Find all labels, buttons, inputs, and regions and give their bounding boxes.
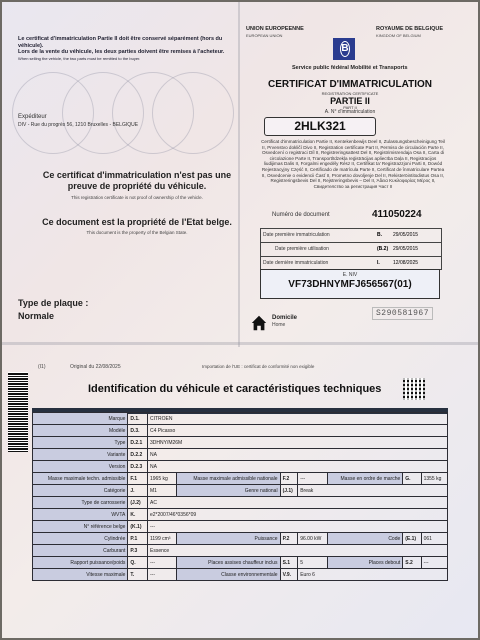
instructions-block [18, 36, 228, 62]
field-label: Variante [33, 449, 128, 461]
table-row [33, 461, 448, 473]
table-row [33, 521, 448, 533]
date-label: Date première utilisation [275, 246, 329, 252]
service-label: Service public fédéral Mobilité et Transports [292, 65, 408, 71]
date-row [261, 257, 441, 269]
field-code: S.2 [403, 557, 421, 569]
field-code: F.1 [128, 473, 148, 485]
part-subtitle: PART II [343, 105, 357, 110]
field-code: F.2 [280, 473, 298, 485]
field-label: Code [328, 533, 403, 545]
kingdom-sub-label: KINGDOM OF BELGIUM [376, 33, 421, 38]
field-value: C4 Picasso [147, 425, 447, 437]
field-value: NA [147, 449, 447, 461]
field-code: Q. [128, 557, 148, 569]
country-letter: B [340, 41, 350, 57]
table-row [33, 473, 448, 485]
field-label: Rapport puissance/poids [33, 557, 128, 569]
field-label: Masse en ordre de marche [328, 473, 403, 485]
field-value: NA [147, 461, 447, 473]
field-code: (J.2) [128, 497, 148, 509]
vin-value: VF73DHNYMFJ656567(01) [288, 279, 412, 290]
document-number-value: 411050224 [372, 209, 422, 220]
date-code: I. [377, 260, 380, 266]
union-label: UNION EUROPEENNE [246, 26, 304, 32]
field-code: T. [128, 569, 148, 581]
registration-plate-number: 2HLK321 [264, 117, 376, 136]
field-label: Vitesse maximale [33, 569, 128, 581]
home-icon [250, 314, 268, 332]
field-label: Places assises chauffeur inclus [177, 557, 280, 569]
field-label: Places debout [328, 557, 403, 569]
date-row [261, 229, 441, 243]
field-code: V.9. [280, 569, 298, 581]
date-value: 29/05/2015 [393, 232, 419, 238]
field-code: D.3. [128, 425, 148, 437]
barcode-icon [8, 372, 28, 452]
dates-box [260, 228, 442, 270]
expediteur-label: Expéditeur [18, 114, 47, 120]
technical-characteristics-table [32, 412, 448, 581]
field-code: K. [128, 509, 148, 521]
date-label: Date dernière immatriculation [263, 260, 329, 266]
date-row [261, 243, 441, 257]
certificate-subtitle: REGISTRATION CERTIFICATE [321, 91, 379, 96]
fold-line-vertical [238, 2, 240, 347]
field-value: --- [298, 473, 328, 485]
original-date-label: Original du 22/08/2025 [70, 364, 121, 370]
field-value: --- [147, 521, 447, 533]
field-label: Genre national [177, 485, 280, 497]
field-code: S.1 [280, 557, 298, 569]
plate-type-value: Normale [18, 311, 55, 321]
field-value: 3DHNY/M26M [147, 437, 447, 449]
serial-number: S290581967 [372, 307, 433, 320]
field-label: Puissance [177, 533, 280, 545]
field-value: 5 [298, 557, 328, 569]
field-label: Carburant [33, 545, 128, 557]
expediteur-address: DIV - Rue du progrès 56, 1210 Bruxelles - BELGIQUE [18, 122, 139, 128]
field-value: Euro 6 [298, 569, 448, 581]
table-row [33, 545, 448, 557]
field-code: D.1. [128, 413, 148, 425]
field-value: CITROEN [147, 413, 447, 425]
property-sub: This document is the property of the Belgian State. [86, 230, 188, 235]
importation-label: Importation de l'UE : certificat de conformité non exigible [202, 364, 315, 369]
table-row [33, 509, 448, 521]
field-code: G. [403, 473, 421, 485]
table-row [33, 413, 448, 425]
field-code: D.2.2 [128, 449, 148, 461]
field-value: --- [147, 569, 176, 581]
field-label: Version [33, 461, 128, 473]
field-label: Marque [33, 413, 128, 425]
domicile-label: Domicile [272, 315, 298, 321]
table-row [33, 485, 448, 497]
field-label: Type de carrosserie [33, 497, 128, 509]
part-title: PARTIE II [330, 96, 370, 106]
fold-line-horizontal [2, 342, 478, 345]
field-code: (E.1) [403, 533, 421, 545]
field-code: D.2.3 [128, 461, 148, 473]
guilloche-pattern [152, 72, 234, 154]
table-row [33, 533, 448, 545]
not-proof-ownership-sub: This registration certificate is not proof of ownership of the vehicle. [71, 195, 203, 200]
plate-type-label: Type de plaque : [18, 298, 89, 308]
field-value: --- [421, 557, 447, 569]
multilingual-certificate-text: Certificat d'immatriculation Partie II, Kentekenbewijs Deel II, Zulassungsbescheinigung Teil II, Prvenstvo dokličí Divo II, Registration certificate Part II, Permiso de circulación Parte II, Osvedcení o registraci Díl II, Registreringsattest Del II, Registrimisrendaja Osa II, Carta di circolazione Parte II, Transportlīdzekļa reģistrācijas apliecība Daļa II, Registracijos liudijimas Dalis II, Forgalmi engedély Rész II, Certifikat ta' Registrazzjoni Parti II, Dowód Rejestracyjny Część II, Certificado de matrícula Parte II, Certificat de înmatriculare Partea II, Osvedcenie o evidencii Časť II, Prometno dovoljenje Del II, Rekisteröintitodistus Osa II, Registreringsbevis Del II, Rejstreringsbevis – Del II, Άδεια Κυκλοφορίας Μέρος II, Свидетелство за регистрация Част II [261, 139, 445, 189]
field-label: Masse maximale techn. admissible [33, 473, 128, 485]
field-label: Cylindrée [33, 533, 128, 545]
field-value: 1965 kg [147, 473, 176, 485]
date-label: Date première immatriculation [263, 232, 330, 238]
table-row [33, 569, 448, 581]
field-label: Classe environnementale [177, 569, 280, 581]
table-row [33, 425, 448, 437]
field-label: Catégorie [33, 485, 128, 497]
field-value: e2*2007/46*0356*09 [147, 509, 447, 521]
field-label: Modèle [33, 425, 128, 437]
field-value: 1355 kg [421, 473, 447, 485]
field-label: Type [33, 437, 128, 449]
field-value: 1199 cm³ [147, 533, 176, 545]
instruction-line: Le certificat d'immatriculation Partie II doit être conservé séparément (hors du véhicule). [18, 36, 223, 49]
certificate-title: CERTIFICAT D'IMMATRICULATION [267, 79, 433, 90]
date-value: 12/08/2025 [393, 260, 419, 266]
field-value: --- [147, 557, 176, 569]
field-code: (K.1) [128, 521, 148, 533]
union-sub-label: EUROPEAN UNION [246, 33, 283, 38]
date-code: B. [377, 232, 382, 238]
field-label: N° référence belge [33, 521, 128, 533]
field-code: D.2.1 [128, 437, 148, 449]
property-text: Ce document est la propriété de l'Etat belge. [42, 217, 232, 227]
not-proof-ownership-text: Ce certificat d'immatriculation n'est pas une preuve de propriété du véhicule. [42, 170, 232, 191]
registration-number-label: A. N° d'immatriculation [324, 109, 376, 115]
home-label: Home [272, 322, 286, 328]
field-code: P.3 [128, 545, 148, 557]
date-value: 29/05/2015 [393, 246, 419, 252]
field-label: Masse maximale admissible nationale [177, 473, 280, 485]
field-value: 96.00 kW [298, 533, 328, 545]
field-value: AC [147, 497, 447, 509]
technical-title: Identification du véhicule et caractéristiques techniques [88, 383, 382, 395]
kingdom-label: ROYAUME DE BELGIQUE [376, 26, 444, 32]
field-value: Essence [147, 545, 447, 557]
instruction-line: When selling the vehicle, the two parts must be remitted to the buyer. [18, 55, 141, 61]
eu-flag-icon [333, 38, 355, 60]
qr-code-overlay [403, 378, 425, 400]
field-code: J. [128, 485, 148, 497]
registration-document [2, 2, 478, 638]
vin-label: E. NIV [342, 272, 358, 278]
table-row [33, 557, 448, 569]
field-value: Break [298, 485, 448, 497]
date-code: (B.2) [377, 246, 389, 252]
guilloche-pattern [12, 72, 94, 154]
instruction-line: Lors de la vente du véhicule, les deux parties doivent être remises à l'acheteur. [18, 49, 225, 55]
table-row [33, 449, 448, 461]
table-row [33, 497, 448, 509]
vin-box [260, 269, 440, 299]
field-code: P.2 [280, 533, 298, 545]
field-value: M1 [147, 485, 176, 497]
field-value: 061 [421, 533, 447, 545]
table-row [33, 437, 448, 449]
document-number-label: Numéro de document [272, 212, 330, 218]
field-code: (J.1) [280, 485, 298, 497]
left-code-label: (I1) [38, 364, 46, 370]
field-code: P.1 [128, 533, 148, 545]
field-label: WVTA [33, 509, 128, 521]
